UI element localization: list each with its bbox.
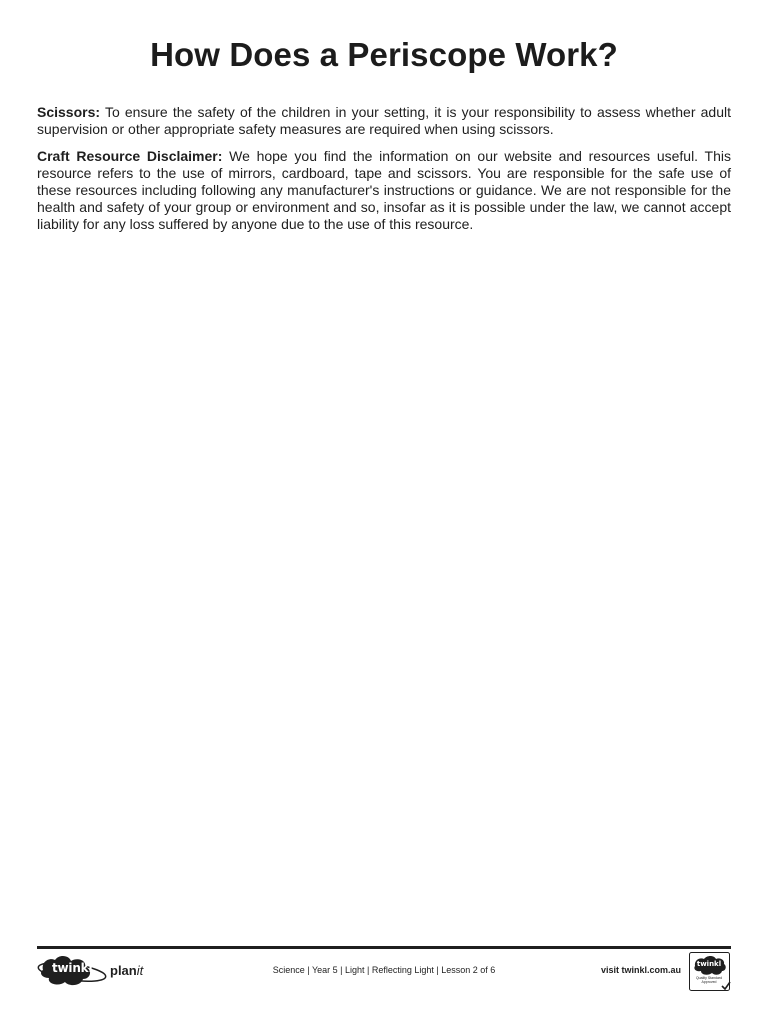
planit-bold: plan bbox=[110, 963, 137, 978]
website-link: visit twinkl.com.au bbox=[600, 965, 681, 975]
document-body bbox=[37, 104, 731, 243]
disclaimer-paragraph bbox=[37, 148, 731, 233]
disclaimer-text: We hope you find the information on our website and resources useful. This resource refers to the use of mirrors, cardboard, tape and scissors. You are responsible for the safe use of these resources including following any manufacturer's instructions or guidance. We are not responsible for the health and safety of your group or environment and so, insofar as it is possible under the law, we cannot accept liability for any loss suffered by anyone due to the use of this resource. bbox=[37, 148, 731, 232]
badge-subtitle: Quality Standard Approved bbox=[695, 976, 723, 984]
badge-logo-text: twinkl bbox=[696, 960, 722, 968]
quality-badge-icon bbox=[689, 952, 731, 992]
scissors-paragraph bbox=[37, 104, 731, 138]
disclaimer-label: Craft Resource Disclaimer: bbox=[37, 148, 223, 164]
page-title: How Does a Periscope Work? bbox=[150, 36, 618, 73]
planit-italic: it bbox=[136, 963, 144, 978]
lesson-breadcrumb: Science | Year 5 | Light | Reflecting Light | Lesson 2 of 6 bbox=[272, 965, 496, 975]
scissors-label: Scissors: bbox=[37, 104, 101, 120]
footer-divider bbox=[37, 946, 731, 949]
twinkl-logo-text: twinkl bbox=[52, 961, 93, 975]
scissors-text: To ensure the safety of the children in your setting, it is your responsibility to assess whether adult supervision or other appropriate safety measures are required when using scissors. bbox=[37, 104, 731, 137]
page-footer bbox=[37, 952, 731, 992]
quality-badge bbox=[689, 952, 731, 992]
